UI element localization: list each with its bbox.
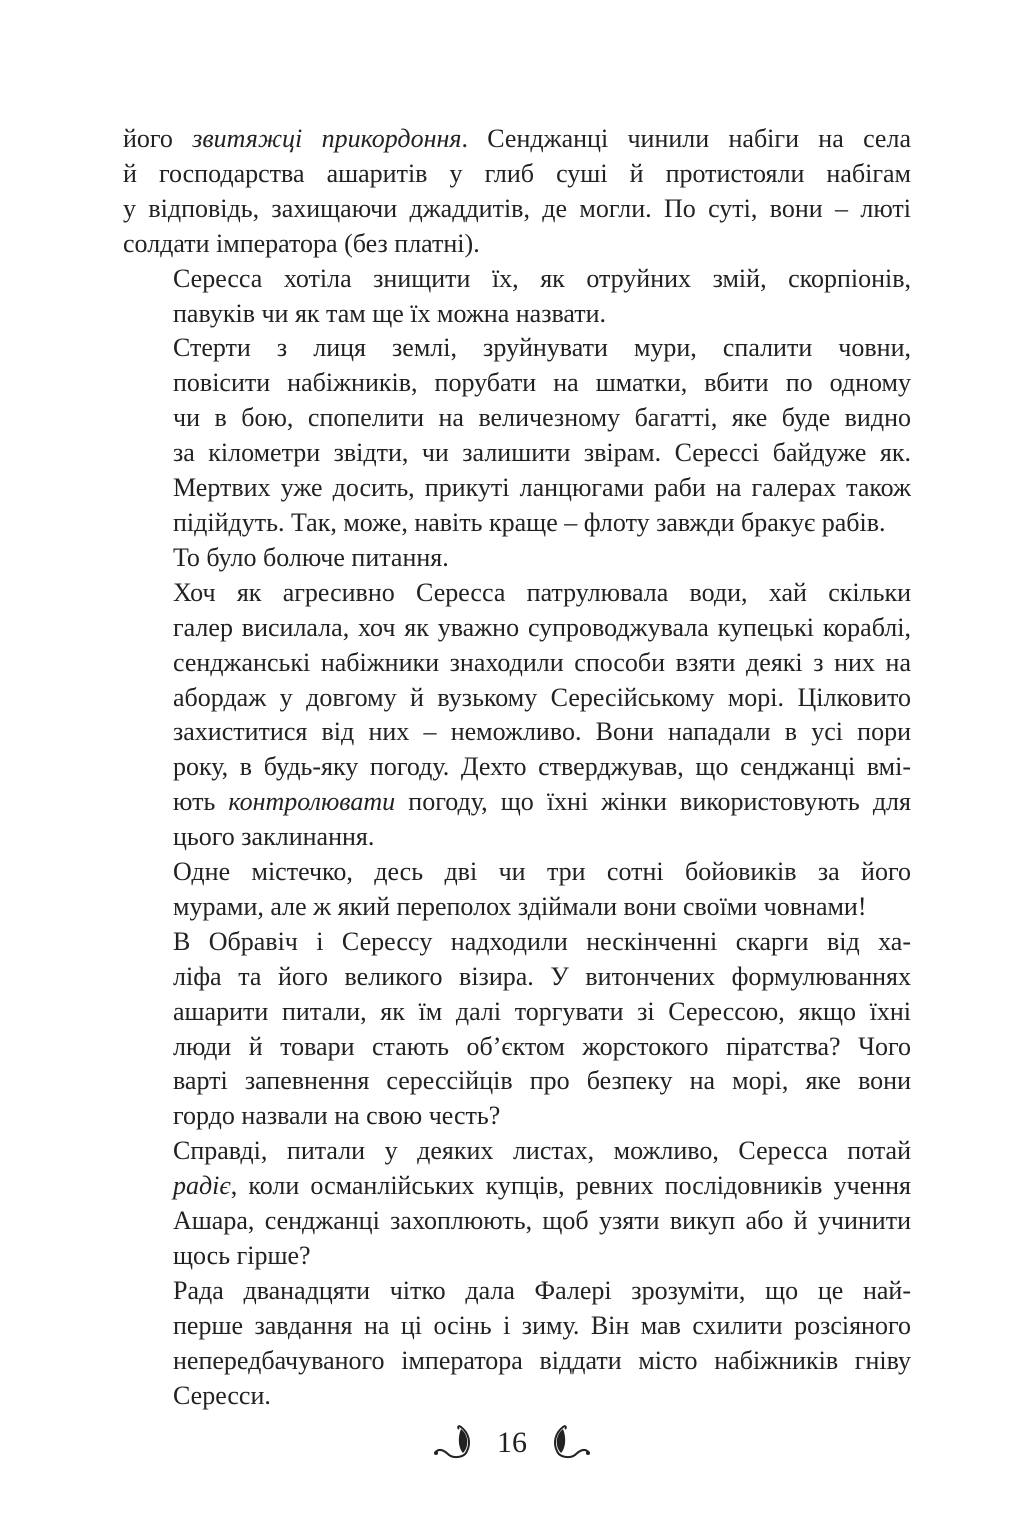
text-line	[123, 506, 911, 541]
text-run: підійдуть. Так, може, навіть краще – флоту завжди бракує рабів.	[173, 507, 886, 537]
text-run: у відповідь, захищаючи джаддитів, де могли. По суті, вони – люті	[123, 193, 911, 223]
text-run: То було болюче питання.	[173, 542, 449, 572]
text-line	[123, 1030, 911, 1065]
text-run: Сересса хотіла знищити їх, як отруйних змій, скорпіонів,	[173, 263, 911, 293]
page-body	[123, 122, 911, 1414]
text-run: мурами, але ж який переполох здіймали вони своїми човнами!	[173, 891, 867, 921]
text-run: чи в бою, спопелити на величезному багатті, яке буде видно	[173, 403, 911, 433]
paragraph	[123, 262, 911, 332]
text-run: В Обравіч і Сересcу надходили нескінченні скарги від ха-	[173, 926, 911, 956]
text-line	[123, 157, 911, 192]
text-line	[123, 1344, 911, 1379]
paragraph	[123, 331, 911, 540]
text-line	[123, 715, 911, 750]
paragraph	[123, 122, 911, 262]
text-line	[123, 646, 911, 681]
paragraph	[123, 541, 911, 576]
text-line	[123, 1064, 911, 1099]
text-line	[123, 576, 911, 611]
text-run: погоду, що їхні жінки використовують для	[395, 787, 911, 817]
text-line	[123, 1169, 911, 1204]
text-line	[123, 611, 911, 646]
right-ornament-icon	[541, 1421, 593, 1465]
text-run: року, в будь-яку погоду. Дехто стверджував, що сенджанці вмі-	[173, 752, 911, 782]
text-line	[123, 1134, 911, 1169]
text-run: цього заклинання.	[173, 822, 375, 852]
text-line	[123, 192, 911, 227]
text-run: Мертвих уже досить, прикуті ланцюгами раби на галерах також	[173, 473, 911, 503]
paragraph	[123, 1134, 911, 1274]
text-run: захиститися від них – неможливо. Вони нападали в усі пори	[173, 717, 911, 747]
text-line	[123, 1239, 911, 1274]
text-line	[123, 541, 911, 576]
text-line	[123, 960, 911, 995]
text-line	[123, 471, 911, 506]
text-run: за кілометри звідти, чи залишити звірам. Сересcі байдуже як.	[173, 438, 911, 468]
text-line	[123, 1379, 911, 1414]
page-number: 16	[497, 1426, 527, 1459]
text-line	[123, 890, 911, 925]
text-line	[123, 262, 911, 297]
text-run: повісити набіжників, порубати на шматки, вбити по одному	[173, 368, 911, 398]
paragraph	[123, 576, 911, 855]
text-line	[123, 785, 911, 820]
italic-text: радіє	[173, 1171, 231, 1201]
text-line	[123, 1274, 911, 1309]
text-run: варті запевнення сересcійців про безпеку на морі, яке вони	[173, 1066, 911, 1096]
text-line	[123, 820, 911, 855]
text-run: Рада дванадцяти чітко дала Фалері зрозуміти, що це най-	[173, 1275, 911, 1305]
italic-text: звитяжці прикордоння	[192, 124, 462, 153]
text-run: галер висилала, хоч як уважно супроводжувала купецькі кораблі,	[173, 612, 911, 642]
text-run: перше завдання на ці осінь і зиму. Він мав схилити розсіяного	[173, 1310, 911, 1340]
text-run: й господарства ашаритів у глиб суші й протистояли набігам	[123, 158, 911, 188]
text-run: Сересcи.	[173, 1380, 271, 1410]
italic-text: контролювати	[228, 787, 396, 817]
text-run: ліфа та його великого візира. У витончених формулюваннях	[173, 961, 911, 991]
text-run: павуків чи як там ще їх можна назвати.	[173, 298, 607, 328]
text-line	[123, 331, 911, 366]
text-run: Одне містечко, десь дві чи три сотні бойовиків за його	[173, 857, 911, 887]
paragraph	[123, 855, 911, 925]
text-line	[123, 681, 911, 716]
text-run: ашарити питали, як їм далі торгувати зі Сересcою, якщо їхні	[173, 996, 911, 1026]
text-run: Хоч як агресивно Сересса патрулювала води, хай скільки	[173, 577, 911, 607]
text-run: його	[123, 124, 193, 153]
left-ornament-icon	[431, 1421, 483, 1465]
text-run: сенджанські набіжники знаходили способи взяти деякі з них на	[173, 647, 911, 677]
text-line	[123, 401, 911, 436]
text-run: Ашара, сенджанці захоплюють, щоб узяти викуп або й учинити	[173, 1206, 911, 1236]
text-line	[123, 227, 911, 262]
text-run: абордаж у довгому й вузькому Сересійському морі. Цілковито	[173, 682, 911, 712]
text-run: , коли османлійських купців, ревних послідовників учення	[230, 1171, 911, 1201]
text-line	[123, 297, 911, 332]
text-run: ють	[173, 787, 229, 817]
text-run: непередбачуваного імператора віддати місто набіжників гніву	[173, 1345, 911, 1375]
text-line	[123, 995, 911, 1030]
paragraph	[123, 925, 911, 1134]
text-run: гордо назвали на свою честь?	[173, 1101, 501, 1131]
text-line	[123, 1204, 911, 1239]
text-line	[123, 436, 911, 471]
paragraph	[123, 1274, 911, 1414]
text-run: Стерти з лиця землі, зруйнувати мури, спалити човни,	[173, 333, 911, 363]
text-line	[123, 366, 911, 401]
text-run: . Сенджанці чинили набіги на села	[461, 124, 911, 153]
text-run: солдати імператора (без платні).	[123, 228, 480, 258]
text-line	[123, 122, 911, 157]
text-run: люди й товари стають об’єктом жорстокого піратства? Чого	[173, 1031, 911, 1061]
text-run: щось гірше?	[173, 1241, 311, 1270]
text-line	[123, 750, 911, 785]
text-run: Справді, питали у деяких листах, можливо, Сересса потай	[173, 1136, 911, 1166]
text-line	[123, 1099, 911, 1134]
text-line	[123, 855, 911, 890]
page-folio	[0, 1418, 1024, 1468]
text-line	[123, 925, 911, 960]
text-line	[123, 1309, 911, 1344]
